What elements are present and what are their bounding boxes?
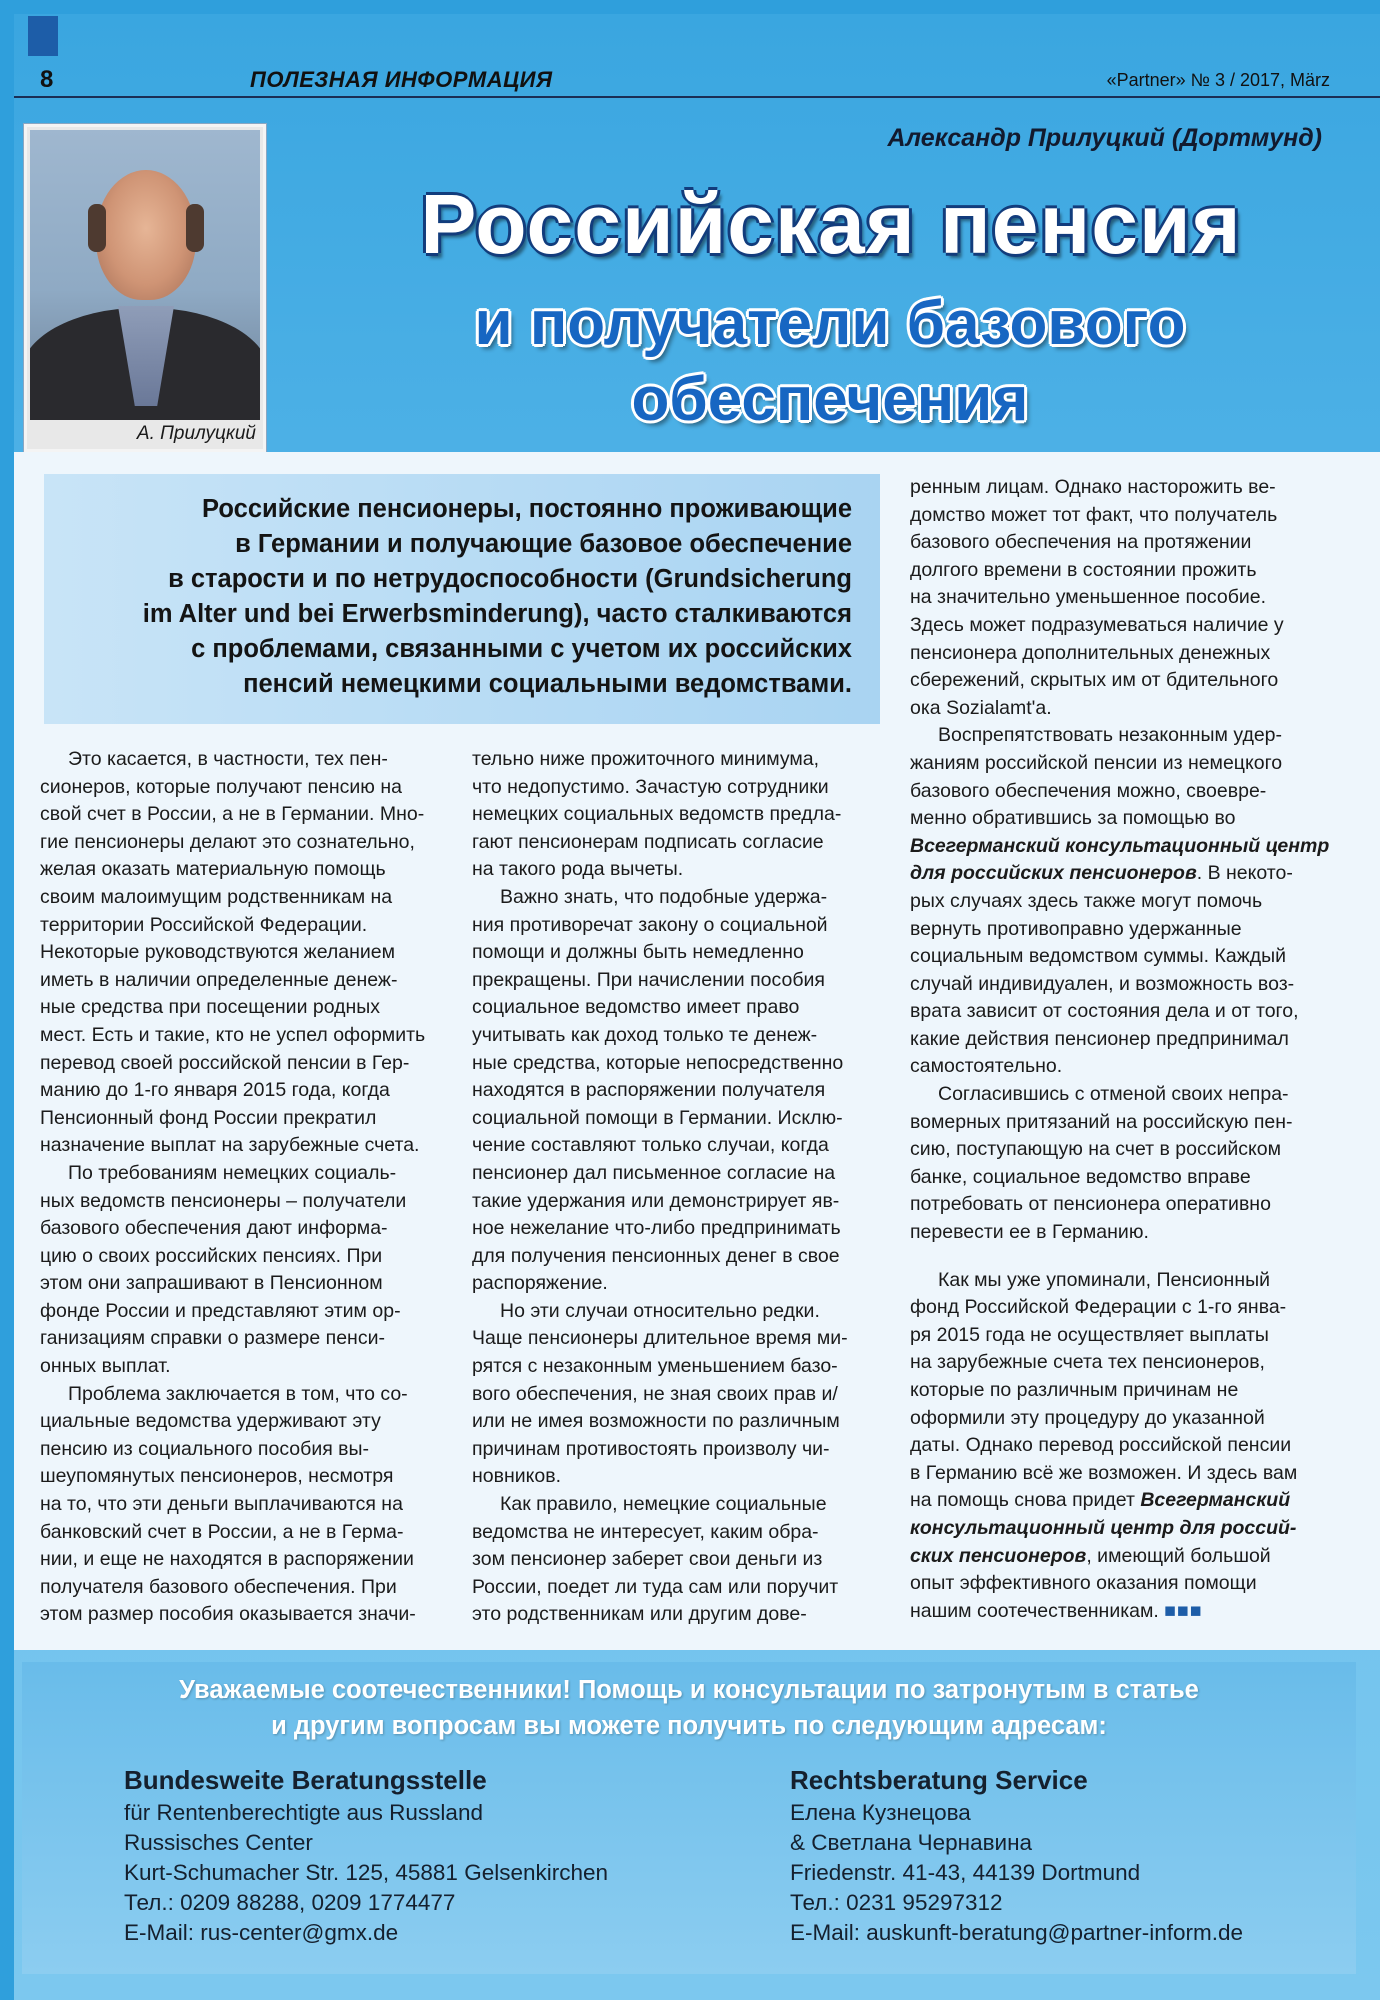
article-subtitle-line1: и получатели базового <box>474 289 1186 358</box>
paragraph-gap <box>910 1247 1330 1267</box>
body-line: вомерных притязаний на российскую пен- <box>910 1110 1293 1133</box>
body-line: сионеров, которые получают пенсию на <box>40 775 402 798</box>
body-line: своим малоимущим родственникам на <box>40 885 393 908</box>
body-line: пенсионера дополнительных денежных <box>910 641 1271 664</box>
body-line: Важно знать, что подобные удержа- <box>500 885 828 908</box>
body-line: сбережений, скрытых им от бдительного <box>910 669 1279 692</box>
body-line: фонде России и представляют этим ор- <box>40 1299 401 1322</box>
body-line: что недопустимо. Зачастую сотрудники <box>472 775 829 798</box>
body-line: сию, поступающую на счет в российском <box>910 1138 1282 1161</box>
body-line: ведомства не интересует, каким обра- <box>472 1520 819 1543</box>
contact-address: Kurt-Schumacher Str. 125, 45881 Gelsenkirchen <box>124 1860 609 1885</box>
body-line: ния противоречат закону о социальной <box>472 913 828 936</box>
body-line: домство может тот факт, что получатель <box>910 503 1278 526</box>
body-line: ные средства при посещении родных <box>40 996 381 1019</box>
contact-address: Friedenstr. 41-43, 44139 Dortmund <box>790 1860 1141 1885</box>
body-line <box>910 860 1330 888</box>
contact-block-gelsenkirchen <box>124 1762 724 1948</box>
body-line: распоряжение. <box>472 1272 608 1295</box>
body-line: немецких социальных ведомств предла- <box>472 803 842 826</box>
photo-face <box>96 170 196 300</box>
center-name-highlight: ских пенсионеров <box>910 1544 1087 1567</box>
header-rule <box>14 96 1380 98</box>
body-line: Здесь может подразумеваться наличие у <box>910 613 1284 636</box>
lead-line: im Alter und bei Erwerbsminderung), часто сталкиваются <box>142 600 852 628</box>
article-end-mark: ■■■ <box>1164 1599 1203 1622</box>
body-line: причинам противостоять произволу чи- <box>472 1437 830 1460</box>
contact-line: Елена Кузнецова <box>790 1800 971 1825</box>
body-line: России, поедет ли туда сам или поручит <box>472 1575 839 1598</box>
contact-phone: Тел.: 0209 88288, 0209 1774477 <box>124 1890 456 1915</box>
contact-block-dortmund <box>790 1762 1380 1948</box>
body-line <box>910 1543 1330 1571</box>
body-line: или не имея возможности по различным <box>472 1410 840 1433</box>
body-line: вернуть противоправно удержанные <box>910 917 1242 940</box>
body-line <box>910 1487 1330 1515</box>
contact-name: Bundesweite Beratungsstelle <box>124 1765 487 1795</box>
photo-caption: А. Прилуцкий <box>136 423 256 444</box>
body-line: гают пенсионерам подписать согласие <box>472 830 824 853</box>
body-line: ря 2015 года не осуществляет выплаты <box>910 1323 1269 1346</box>
body-line: перевод своей российской пенсии в Гер- <box>40 1051 410 1074</box>
lead-line: в Германии и получающие базовое обеспечение <box>235 530 852 558</box>
body-line: Проблема заключается в том, что со- <box>68 1382 408 1405</box>
body-line: на значительно уменьшенное пособие. <box>910 586 1267 609</box>
contact-name: Rechtsberatung Service <box>790 1765 1088 1795</box>
body-line: Это касается, в частности, тех пен- <box>68 748 388 770</box>
body-line: банке, социальное ведомство вправе <box>910 1165 1251 1188</box>
body-line: тельно ниже прожиточного минимума, <box>472 748 820 770</box>
body-line: Согласившись с отменой своих непра- <box>938 1083 1289 1106</box>
center-name-highlight: Всегерманский консультационный центр <box>910 834 1330 857</box>
body-line: учитывать как доход только те денеж- <box>472 1023 818 1046</box>
lead-line: в старости и по нетрудоспособности (Grundsicherung <box>168 565 852 593</box>
body-line: рятся с незаконным уменьшением базо- <box>472 1355 838 1378</box>
body-line: онных выплат. <box>40 1355 171 1378</box>
body-line: зом пенсионер заберет свои деньги из <box>472 1548 823 1571</box>
body-line: социальной помощи в Германии. Исклю- <box>472 1106 843 1129</box>
body-line: Воспрепятствовать незаконным удер- <box>938 724 1283 747</box>
page-corner-tab <box>28 16 58 56</box>
body-line: долгого времени в состоянии прожить <box>910 558 1257 581</box>
body-line: в Германию всё же возможен. И здесь вам <box>910 1461 1298 1484</box>
body-line: ные средства, которые непосредственно <box>472 1051 844 1074</box>
body-line: находятся в распоряжении получателя <box>472 1079 826 1102</box>
body-line: прекращены. При начислении пособия <box>472 968 825 991</box>
body-line: желая оказать материальную помощь <box>40 858 386 881</box>
body-line: свой счет в России, а не в Германии. Мно- <box>40 803 425 826</box>
body-line: на то, что эти деньги выплачиваются на <box>40 1493 403 1516</box>
photo-hair-right <box>186 204 204 252</box>
body-line: циальные ведомства удерживают эту <box>40 1410 381 1433</box>
section-title: ПОЛЕЗНАЯ ИНФОРМАЦИЯ <box>250 67 553 92</box>
body-line: Но эти случаи относительно редки. <box>500 1299 820 1322</box>
body-line: нии, и еще не находятся в распоряжении <box>40 1548 414 1571</box>
body-text: нашим соотечественникам. <box>910 1599 1159 1622</box>
contacts-heading-line: и другим вопросам вы можете получить по следующим адресам: <box>271 1712 1107 1740</box>
article-title: Российская пенсия <box>420 177 1242 271</box>
body-line: этом они запрашивают в Пенсионном <box>40 1272 383 1295</box>
lead-line: с проблемами, связанными с учетом их российских <box>191 635 852 663</box>
body-line: Чаще пенсионеры длительное время ми- <box>472 1327 848 1350</box>
body-line: социальным ведомством суммы. Каждый <box>910 945 1287 968</box>
body-line: мест. Есть и такие, кто не успел оформить <box>40 1023 426 1046</box>
body-line <box>910 805 1330 833</box>
contact-line: Russisches Center <box>124 1830 313 1855</box>
body-line: ных ведомств пенсионеры – получатели <box>40 1189 407 1212</box>
body-line: ока Sozialamt'a. <box>910 696 1052 719</box>
body-line: жаниям российской пенсии из немецкого <box>910 751 1283 774</box>
body-line: такие удержания или демонстрирует яв- <box>472 1189 840 1212</box>
author-photo <box>30 130 260 420</box>
body-line: какие действия пенсионер предпринимал <box>910 1027 1289 1050</box>
contacts-heading <box>22 1672 1356 1744</box>
body-line: банковский счет в России, а не в Герма- <box>40 1520 404 1543</box>
body-line: вого обеспечения, не зная своих прав и/ <box>472 1382 838 1405</box>
article-column-2 <box>472 746 880 1629</box>
body-line: Пенсионный фонд России прекратил <box>40 1106 377 1129</box>
body-line: По требованиям немецких социаль- <box>68 1161 397 1184</box>
body-line: даты. Однако перевод российской пенсии <box>910 1434 1292 1457</box>
body-line: ное нежелание что-либо предпринимать <box>472 1217 841 1240</box>
body-line: базового обеспечения можно, своевре- <box>910 779 1267 802</box>
body-line: гие пенсионеры делают это сознательно, <box>40 830 415 853</box>
page-number: 8 <box>40 66 54 93</box>
body-line: Как правило, немецкие социальные <box>500 1493 827 1516</box>
body-line: ренным лицам. Однако насторожить ве- <box>910 476 1276 498</box>
body-line: иметь в наличии определенные денеж- <box>40 968 398 991</box>
body-line: опыт эффективного оказания помощи <box>910 1572 1257 1595</box>
lead-line: Российские пенсионеры, постоянно проживающие <box>202 495 852 523</box>
body-line: на такого рода вычеты. <box>472 858 684 881</box>
body-line: шеупомянутых пенсионеров, несмотря <box>40 1465 394 1488</box>
body-line: это родственникам или другим дове- <box>472 1603 807 1626</box>
body-line: врата зависит от состояния дела и от того, <box>910 1000 1299 1023</box>
body-line: перевести ее в Германию. <box>910 1221 1149 1244</box>
issue-info: «Partner» № 3 / 2017, März <box>1106 69 1330 90</box>
body-line <box>910 1598 1330 1626</box>
contact-line: für Rentenberechtigte aus Russland <box>124 1800 483 1825</box>
article-author: Александр Прилуцкий (Дортмунд) <box>887 124 1322 152</box>
body-text: , имеющий большой <box>1086 1544 1271 1567</box>
body-line: базового обеспечения на протяжении <box>910 531 1252 554</box>
body-text: на помощь снова придет <box>910 1489 1135 1512</box>
body-line: новников. <box>472 1465 562 1488</box>
photo-hair-left <box>88 204 106 252</box>
body-line: чение составляют только случаи, когда <box>472 1134 829 1157</box>
body-line: на зарубежные счета тех пенсионеров, <box>910 1351 1265 1374</box>
body-line: пенсию из социального пособия вы- <box>40 1437 370 1460</box>
body-line: ганизациям справки о размере пенси- <box>40 1327 385 1350</box>
center-name-highlight: для российских пенсионеров <box>910 862 1197 885</box>
contacts-heading-line: Уважаемые соотечественники! Помощь и консультации по затронутым в статье <box>179 1676 1199 1704</box>
body-line: потребовать от пенсионера оперативно <box>910 1193 1271 1216</box>
article-subtitle-line2: обеспечения <box>631 365 1029 434</box>
contact-email: E-Mail: auskunft-beratung@partner-inform.de <box>790 1920 1244 1945</box>
body-line: самостоятельно. <box>910 1055 1063 1078</box>
body-line: фонд Российской Федерации с 1-го янва- <box>910 1296 1287 1319</box>
body-line: случай индивидуален, и возможность воз- <box>910 972 1295 995</box>
body-text: менно обратившись за помощью во <box>910 807 1236 830</box>
contact-line: & Светлана Чернавина <box>790 1830 1033 1855</box>
body-line: рых случаях здесь также могут помочь <box>910 889 1263 912</box>
body-line: Некоторые руководствуются желанием <box>40 941 396 964</box>
body-line: Как мы уже упоминали, Пенсионный <box>938 1268 1271 1291</box>
body-line: социальное ведомство имеет право <box>472 996 800 1019</box>
contact-email: E-Mail: rus-center@gmx.de <box>124 1920 399 1945</box>
body-line: помощи и должны быть немедленно <box>472 941 804 964</box>
body-line: территории Российской Федерации. <box>40 913 368 936</box>
body-line: манию до 1-го января 2015 года, когда <box>40 1079 390 1102</box>
author-photo-frame <box>24 124 266 452</box>
body-line: которые по различным причинам не <box>910 1379 1239 1401</box>
center-name-highlight: консультационный центр для россий- <box>910 1516 1297 1539</box>
body-line: пенсионер дал письменное согласие на <box>472 1161 836 1184</box>
body-line: для получения пенсионных денег в свое <box>472 1244 840 1267</box>
lead-paragraph <box>86 492 852 702</box>
body-line: цию о своих российских пенсиях. При <box>40 1244 383 1267</box>
body-line: базового обеспечения дают информа- <box>40 1217 388 1240</box>
running-header <box>14 60 1380 100</box>
lead-line: пенсий немецкими социальными ведомствами. <box>243 670 852 698</box>
body-line: оформили эту процедуру до указанной <box>910 1406 1265 1429</box>
body-line: назначение выплат на зарубежные счета. <box>40 1134 420 1157</box>
article-column-3 <box>910 474 1330 1625</box>
body-text: . В некото- <box>1196 862 1293 885</box>
contact-phone: Тел.: 0231 95297312 <box>790 1890 1003 1915</box>
body-line: этом размер пособия оказывается значи- <box>40 1603 416 1626</box>
article-column-1 <box>40 746 448 1629</box>
center-name-highlight: Всегерманский <box>1140 1489 1291 1512</box>
body-line: получателя базового обеспечения. При <box>40 1575 397 1598</box>
